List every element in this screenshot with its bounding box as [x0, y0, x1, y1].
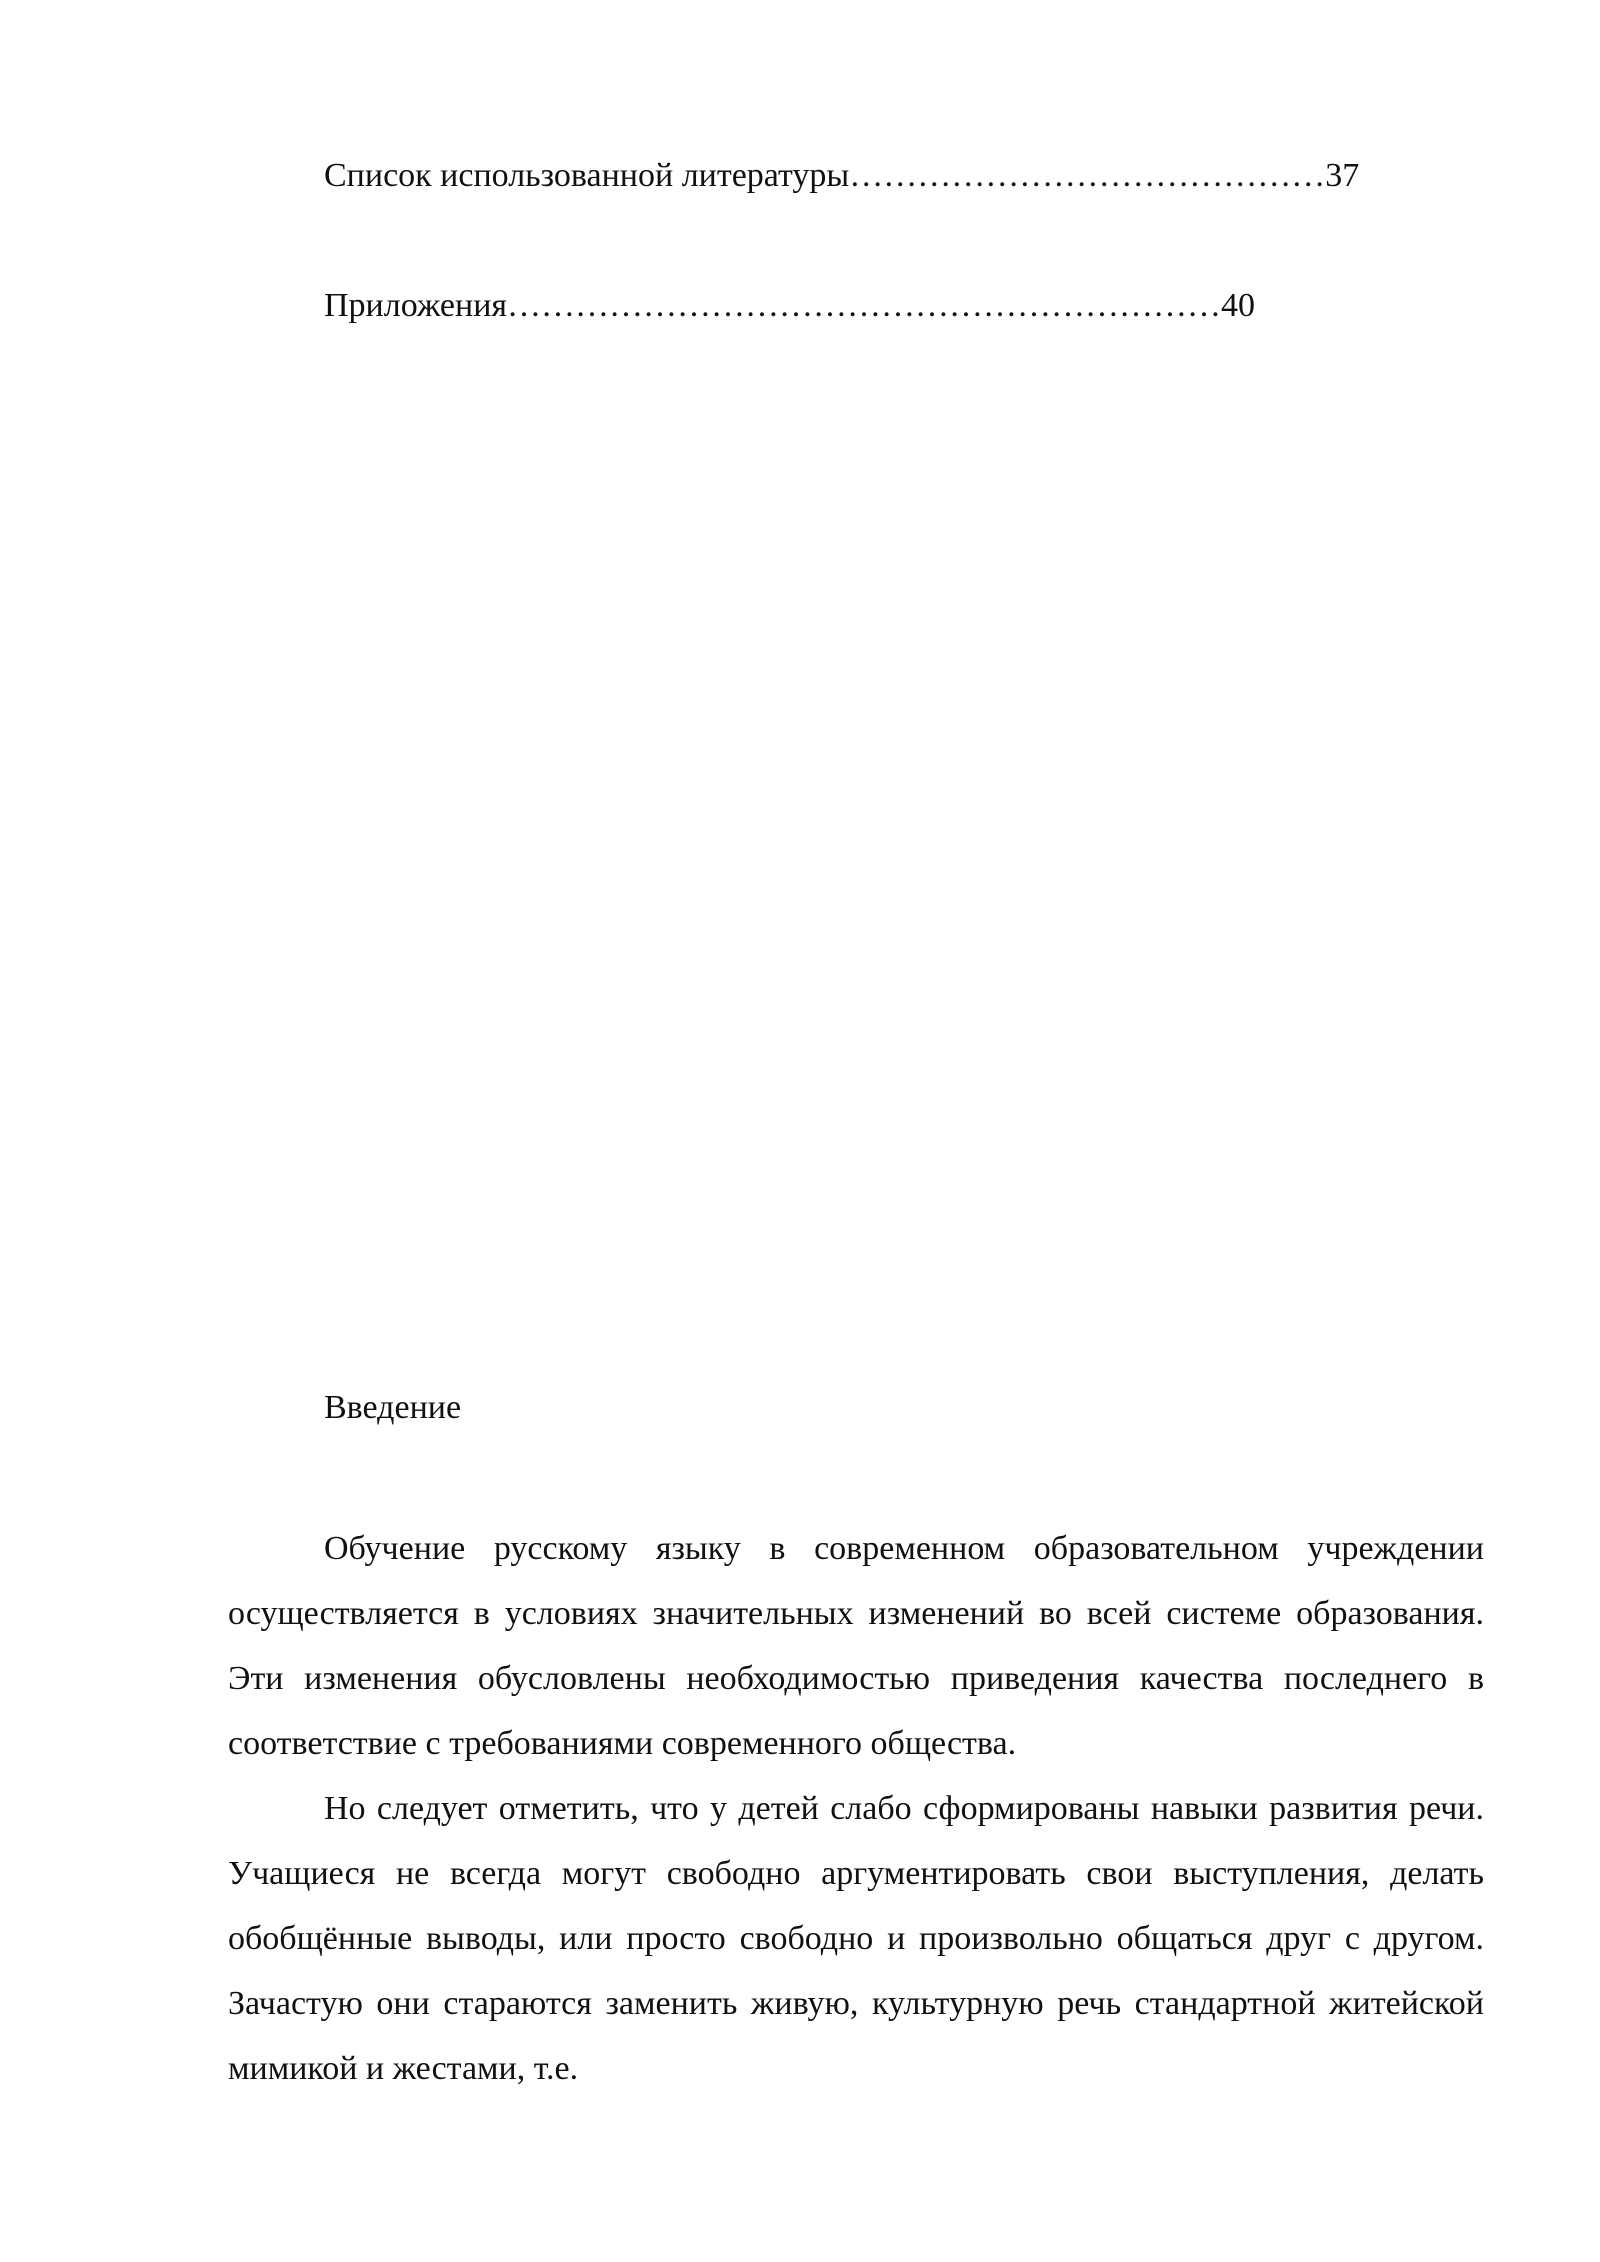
- toc-entry-page: 37: [1325, 157, 1360, 194]
- toc-entry-page: 40: [1221, 287, 1256, 324]
- toc-entry-leader: ………………………………………………………: [507, 287, 1222, 324]
- section-heading: Введение: [324, 1389, 462, 1426]
- toc-entry-label: Приложения: [324, 287, 508, 324]
- toc-entry-bibliography: [324, 156, 1359, 196]
- toc-entry-leader: ……………………………………: [849, 157, 1326, 194]
- paragraph: Но следует отметить, что у детей слабо сформированы навыки развития речи. Учащиеся не всегда могут свободно аргументировать свои выступления, делать обобщённые выводы, или просто свободно и произвольно общаться друг с другом. Зачастую они стараются заменить живую, культурную речь стандартной житейской мимикой и жестами, т.е.: [228, 1790, 1484, 2087]
- toc-entry-appendices: [324, 286, 1255, 326]
- paragraph: Обучение русскому языку в современном образовательном учреждении осуществляется в условиях значительных изменений во всей системе образования. Эти изменения обусловлены необходимостью приведения качества последнего в соответствие с требованиями современного общества.: [228, 1530, 1484, 1762]
- section-body: [228, 1516, 1484, 2101]
- toc-entry-label: Список использованной литературы: [324, 157, 850, 194]
